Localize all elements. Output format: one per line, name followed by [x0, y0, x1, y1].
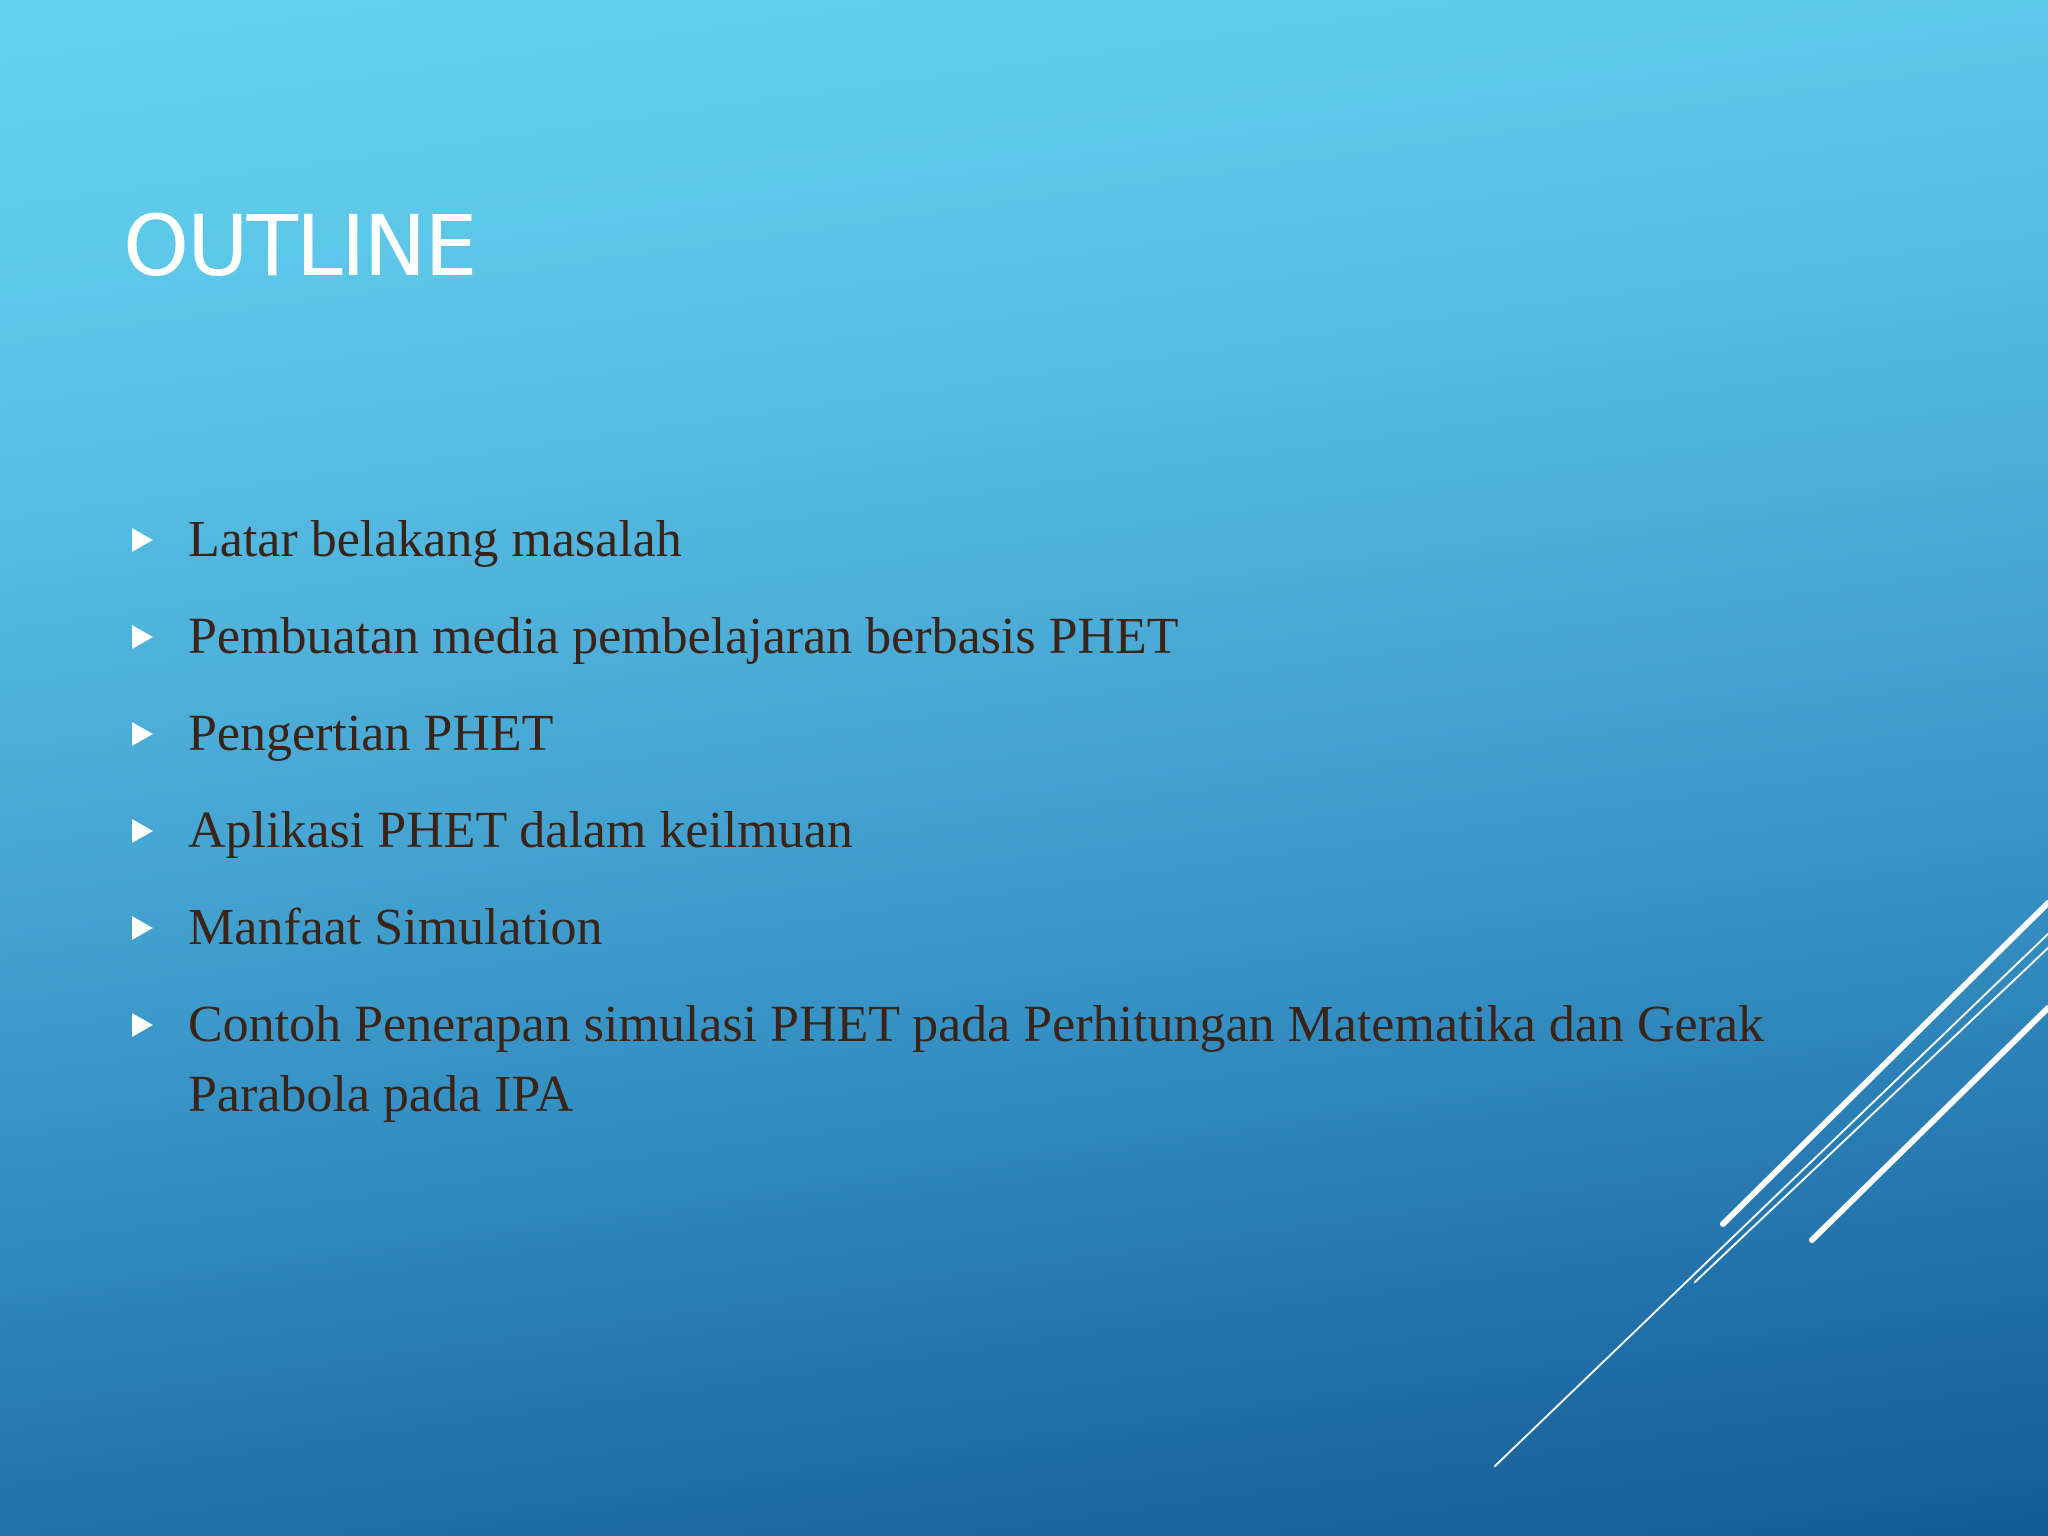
- outline-item-text: Pengertian PHET: [188, 705, 554, 762]
- outline-item-text: Aplikasi PHET dalam keilmuan: [188, 802, 853, 859]
- outline-item-text: Pembuatan media pembelajaran berbasis PHET: [188, 608, 1179, 665]
- thin-diagonal-line: [1495, 934, 2048, 1466]
- outline-item-text: Latar belakang masalah: [188, 511, 682, 568]
- thick-diagonal-line: [1812, 1008, 2048, 1240]
- thin-diagonal-line: [1695, 948, 2048, 1282]
- slide-title: OUTLINE: [123, 197, 476, 295]
- outline-item-text: Manfaat Simulation: [188, 899, 603, 956]
- outline-item-text: Contoh Penerapan simulasi PHET pada Perhitungan Matematika dan Gerak Parabola pada IPA: [188, 996, 1764, 1123]
- thick-diagonal-line: [1723, 903, 2048, 1224]
